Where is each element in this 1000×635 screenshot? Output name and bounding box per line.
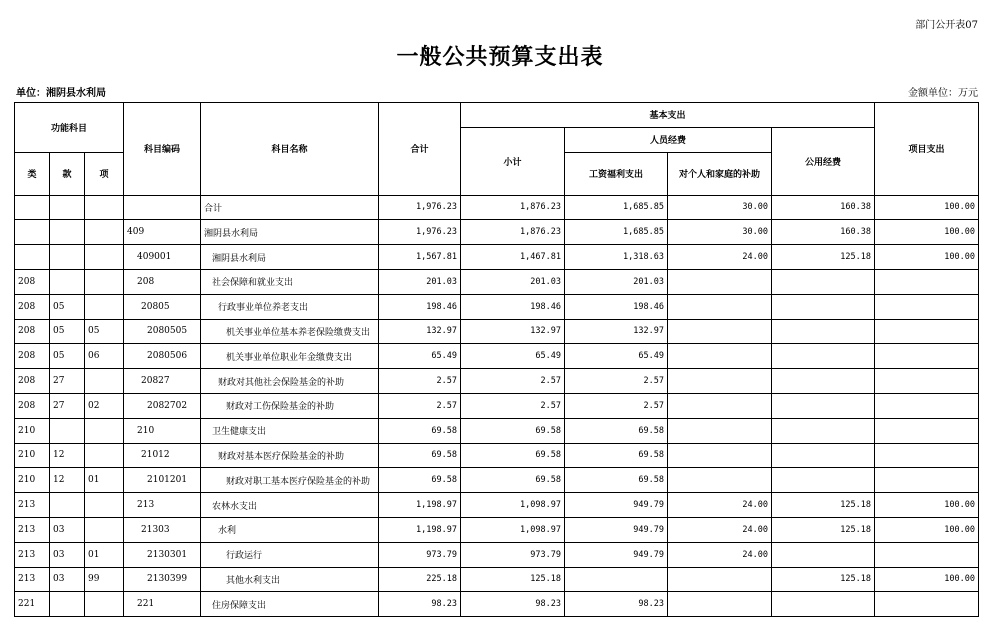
cell-salary: 98.23: [565, 592, 668, 617]
header-subsidy: 对个人和家庭的补助: [668, 152, 772, 195]
cell-name: 合计: [201, 195, 379, 220]
cell-subsidy: [668, 319, 772, 344]
header-name: 科目名称: [201, 103, 379, 196]
cell-kuan: 05: [50, 294, 85, 319]
cell-salary: [565, 567, 668, 592]
cell-total: 98.23: [379, 592, 461, 617]
table-row: [15, 567, 979, 592]
table-row: [15, 195, 979, 220]
cell-lei: 210: [15, 468, 50, 493]
cell-name: 湘阴县水利局: [201, 220, 379, 245]
cell-total: 69.58: [379, 443, 461, 468]
cell-code: 2082702: [124, 393, 201, 418]
cell-code: 208: [124, 269, 201, 294]
cell-public: 125.18: [772, 567, 875, 592]
table-row: [15, 294, 979, 319]
cell-subsidy: [668, 592, 772, 617]
cell-salary: 1,685.85: [565, 195, 668, 220]
table-row: [15, 443, 979, 468]
cell-kuan: 03: [50, 542, 85, 567]
cell-code: 2130399: [124, 567, 201, 592]
table-row: [15, 344, 979, 369]
cell-name: 财政对基本医疗保险基金的补助: [201, 443, 379, 468]
cell-code: 213: [124, 493, 201, 518]
cell-kuan: 05: [50, 319, 85, 344]
cell-total: 65.49: [379, 344, 461, 369]
cell-code: 20805: [124, 294, 201, 319]
cell-code: 210: [124, 418, 201, 443]
cell-total: 225.18: [379, 567, 461, 592]
cell-total: 201.03: [379, 269, 461, 294]
cell-subsidy: [668, 418, 772, 443]
cell-subtotal: 201.03: [461, 269, 565, 294]
header-subtotal: 小计: [461, 127, 565, 195]
cell-subtotal: 2.57: [461, 369, 565, 394]
cell-code: 21012: [124, 443, 201, 468]
amount-unit-label: 金额单位：万元: [908, 88, 978, 99]
cell-lei: 208: [15, 369, 50, 394]
cell-subtotal: 2.57: [461, 393, 565, 418]
cell-xiang: 05: [85, 319, 124, 344]
cell-total: 1,198.97: [379, 493, 461, 518]
table-row: [15, 369, 979, 394]
cell-code: 221: [124, 592, 201, 617]
cell-subsidy: [668, 567, 772, 592]
cell-project: [875, 592, 979, 617]
cell-subsidy: 24.00: [668, 245, 772, 270]
cell-subtotal: 125.18: [461, 567, 565, 592]
cell-public: [772, 269, 875, 294]
cell-public: [772, 542, 875, 567]
cell-kuan: [50, 245, 85, 270]
cell-name: 行政事业单位养老支出: [201, 294, 379, 319]
cell-subtotal: 1,098.97: [461, 517, 565, 542]
cell-project: 100.00: [875, 567, 979, 592]
table-row: [15, 245, 979, 270]
cell-salary: 2.57: [565, 393, 668, 418]
cell-subsidy: 24.00: [668, 493, 772, 518]
cell-lei: 210: [15, 418, 50, 443]
cell-xiang: 02: [85, 393, 124, 418]
cell-xiang: [85, 245, 124, 270]
cell-kuan: [50, 195, 85, 220]
cell-total: 69.58: [379, 418, 461, 443]
cell-public: [772, 393, 875, 418]
cell-xiang: 01: [85, 542, 124, 567]
page-title: 一般公共预算支出表: [396, 45, 604, 70]
cell-project: 100.00: [875, 220, 979, 245]
cell-lei: 213: [15, 517, 50, 542]
cell-xiang: [85, 592, 124, 617]
cell-salary: 949.79: [565, 542, 668, 567]
cell-lei: 208: [15, 269, 50, 294]
cell-project: [875, 294, 979, 319]
table-header: [15, 103, 979, 196]
cell-code: 2080505: [124, 319, 201, 344]
cell-salary: 69.58: [565, 418, 668, 443]
cell-code: 2080506: [124, 344, 201, 369]
cell-lei: [15, 220, 50, 245]
cell-salary: 949.79: [565, 517, 668, 542]
cell-public: [772, 443, 875, 468]
cell-code: 409: [124, 220, 201, 245]
table-number: 部门公开表07: [915, 20, 978, 31]
cell-public: [772, 294, 875, 319]
header-basic: 基本支出: [461, 103, 875, 128]
table-row: [15, 269, 979, 294]
cell-code: 2101201: [124, 468, 201, 493]
cell-subsidy: [668, 468, 772, 493]
cell-public: 160.38: [772, 220, 875, 245]
cell-public: 125.18: [772, 517, 875, 542]
cell-project: [875, 369, 979, 394]
cell-kuan: [50, 418, 85, 443]
cell-lei: 213: [15, 542, 50, 567]
cell-subtotal: 132.97: [461, 319, 565, 344]
cell-salary: 65.49: [565, 344, 668, 369]
cell-lei: 208: [15, 319, 50, 344]
cell-salary: 2.57: [565, 369, 668, 394]
cell-code: 20827: [124, 369, 201, 394]
cell-code: 409001: [124, 245, 201, 270]
cell-subsidy: [668, 369, 772, 394]
header-function-subject: 功能科目: [15, 103, 124, 153]
cell-salary: 1,685.85: [565, 220, 668, 245]
table-row: [15, 592, 979, 617]
cell-subtotal: 65.49: [461, 344, 565, 369]
cell-public: [772, 418, 875, 443]
cell-subtotal: 69.58: [461, 418, 565, 443]
cell-subsidy: 24.00: [668, 542, 772, 567]
header-total: 合计: [379, 103, 461, 196]
cell-kuan: 12: [50, 443, 85, 468]
cell-public: [772, 319, 875, 344]
cell-xiang: 01: [85, 468, 124, 493]
cell-name: 住房保障支出: [201, 592, 379, 617]
cell-lei: 221: [15, 592, 50, 617]
cell-subsidy: 30.00: [668, 195, 772, 220]
cell-name: 财政对其他社会保险基金的补助: [201, 369, 379, 394]
cell-total: 1,976.23: [379, 195, 461, 220]
budget-table: [14, 102, 979, 617]
cell-total: 1,976.23: [379, 220, 461, 245]
cell-name: 水利: [201, 517, 379, 542]
cell-public: 160.38: [772, 195, 875, 220]
cell-subsidy: [668, 269, 772, 294]
cell-subtotal: 1,098.97: [461, 493, 565, 518]
cell-public: 125.18: [772, 493, 875, 518]
table-row: [15, 517, 979, 542]
cell-kuan: 05: [50, 344, 85, 369]
header-salary: 工资福利支出: [565, 152, 668, 195]
table-row: [15, 542, 979, 567]
cell-name: 机关事业单位基本养老保险缴费支出: [201, 319, 379, 344]
cell-salary: 198.46: [565, 294, 668, 319]
header-xiang: 项: [85, 152, 124, 195]
cell-kuan: 27: [50, 393, 85, 418]
cell-code: 2130301: [124, 542, 201, 567]
cell-kuan: 03: [50, 517, 85, 542]
header-kuan: 款: [50, 152, 85, 195]
cell-xiang: [85, 443, 124, 468]
cell-xiang: 06: [85, 344, 124, 369]
table-row: [15, 418, 979, 443]
cell-code: [124, 195, 201, 220]
cell-public: [772, 592, 875, 617]
cell-name: 湘阴县水利局: [201, 245, 379, 270]
cell-kuan: 27: [50, 369, 85, 394]
cell-subsidy: 30.00: [668, 220, 772, 245]
cell-name: 行政运行: [201, 542, 379, 567]
cell-project: [875, 418, 979, 443]
table-row: [15, 220, 979, 245]
cell-total: 198.46: [379, 294, 461, 319]
cell-total: 1,567.81: [379, 245, 461, 270]
cell-public: [772, 468, 875, 493]
cell-lei: 213: [15, 493, 50, 518]
cell-name: 社会保障和就业支出: [201, 269, 379, 294]
cell-subtotal: 1,876.23: [461, 220, 565, 245]
cell-salary: 1,318.63: [565, 245, 668, 270]
header-public: 公用经费: [772, 127, 875, 195]
cell-project: [875, 468, 979, 493]
cell-lei: 208: [15, 393, 50, 418]
cell-salary: 949.79: [565, 493, 668, 518]
cell-total: 1,198.97: [379, 517, 461, 542]
cell-project: 100.00: [875, 493, 979, 518]
table-row: [15, 493, 979, 518]
cell-subtotal: 69.58: [461, 443, 565, 468]
cell-lei: [15, 245, 50, 270]
cell-name: 财政对职工基本医疗保险基金的补助: [201, 468, 379, 493]
cell-lei: 213: [15, 567, 50, 592]
cell-subtotal: 69.58: [461, 468, 565, 493]
cell-xiang: [85, 220, 124, 245]
cell-subsidy: [668, 294, 772, 319]
cell-public: [772, 369, 875, 394]
cell-public: [772, 344, 875, 369]
cell-project: 100.00: [875, 195, 979, 220]
cell-salary: 201.03: [565, 269, 668, 294]
cell-xiang: [85, 517, 124, 542]
table-row: [15, 393, 979, 418]
cell-subsidy: 24.00: [668, 517, 772, 542]
unit-label: 单位：湘阴县水利局: [16, 88, 106, 99]
cell-project: [875, 269, 979, 294]
cell-subsidy: [668, 443, 772, 468]
cell-subtotal: 973.79: [461, 542, 565, 567]
cell-project: 100.00: [875, 245, 979, 270]
cell-kuan: [50, 493, 85, 518]
cell-name: 其他水利支出: [201, 567, 379, 592]
cell-public: 125.18: [772, 245, 875, 270]
cell-total: 2.57: [379, 393, 461, 418]
cell-total: 973.79: [379, 542, 461, 567]
cell-subtotal: 198.46: [461, 294, 565, 319]
table-row: [15, 319, 979, 344]
cell-xiang: 99: [85, 567, 124, 592]
cell-subtotal: 1,467.81: [461, 245, 565, 270]
cell-xiang: [85, 269, 124, 294]
cell-kuan: [50, 592, 85, 617]
cell-xiang: [85, 493, 124, 518]
cell-kuan: 12: [50, 468, 85, 493]
header-project: 项目支出: [875, 103, 979, 196]
cell-project: [875, 344, 979, 369]
cell-project: 100.00: [875, 517, 979, 542]
cell-xiang: [85, 294, 124, 319]
cell-kuan: 03: [50, 567, 85, 592]
cell-name: 财政对工伤保险基金的补助: [201, 393, 379, 418]
cell-project: [875, 542, 979, 567]
cell-salary: 69.58: [565, 443, 668, 468]
cell-name: 卫生健康支出: [201, 418, 379, 443]
cell-subsidy: [668, 393, 772, 418]
cell-total: 2.57: [379, 369, 461, 394]
cell-code: 21303: [124, 517, 201, 542]
cell-salary: 69.58: [565, 468, 668, 493]
cell-lei: 208: [15, 344, 50, 369]
cell-xiang: [85, 418, 124, 443]
header-personnel: 人员经费: [565, 127, 772, 152]
header-lei: 类: [15, 152, 50, 195]
cell-name: 农林水支出: [201, 493, 379, 518]
header-code: 科目编码: [124, 103, 201, 196]
table-body: [15, 195, 979, 617]
table-row: [15, 468, 979, 493]
cell-kuan: [50, 269, 85, 294]
cell-project: [875, 319, 979, 344]
cell-lei: 210: [15, 443, 50, 468]
cell-lei: 208: [15, 294, 50, 319]
cell-subtotal: 1,876.23: [461, 195, 565, 220]
cell-salary: 132.97: [565, 319, 668, 344]
cell-subsidy: [668, 344, 772, 369]
cell-total: 132.97: [379, 319, 461, 344]
cell-project: [875, 443, 979, 468]
cell-total: 69.58: [379, 468, 461, 493]
cell-xiang: [85, 369, 124, 394]
cell-project: [875, 393, 979, 418]
cell-kuan: [50, 220, 85, 245]
cell-subtotal: 98.23: [461, 592, 565, 617]
cell-xiang: [85, 195, 124, 220]
cell-lei: [15, 195, 50, 220]
cell-name: 机关事业单位职业年金缴费支出: [201, 344, 379, 369]
